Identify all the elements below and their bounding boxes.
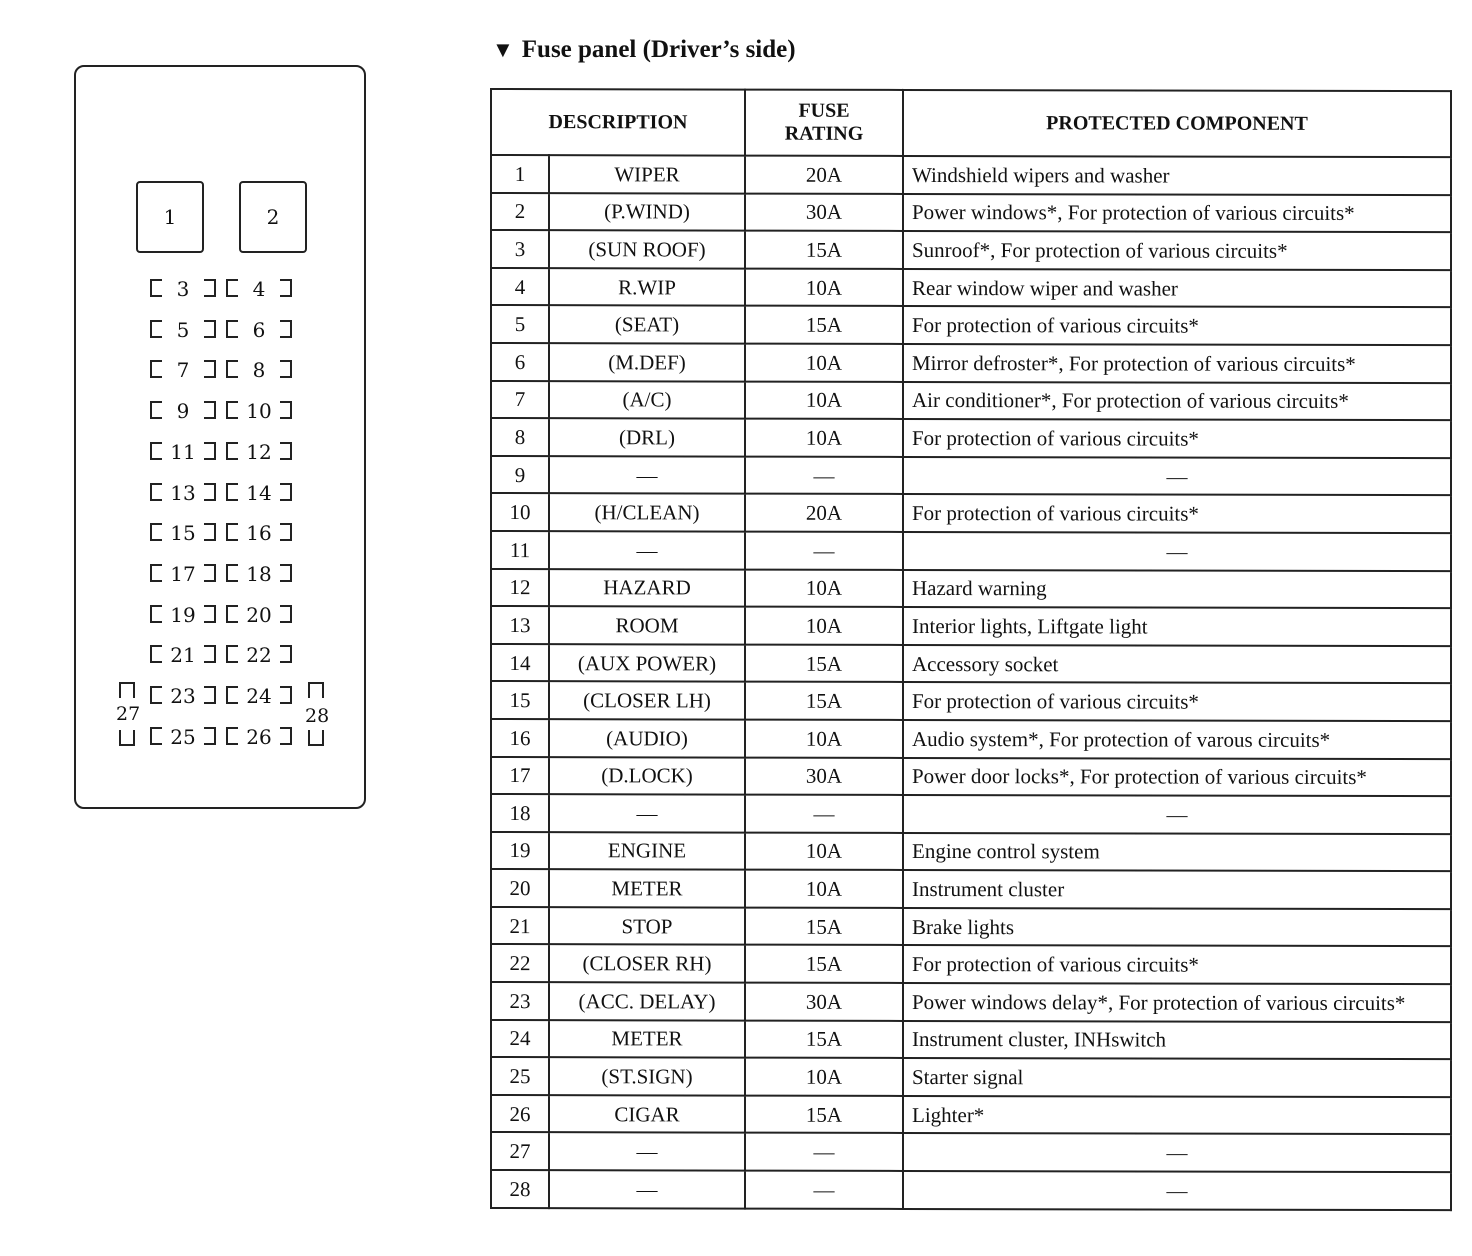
table-row xyxy=(491,757,1451,797)
fuse-description-cell: METER xyxy=(549,1020,745,1058)
fuse-description-cell: CIGAR xyxy=(549,1095,745,1133)
fuse-number-cell: 25 xyxy=(491,1057,549,1095)
fuse-number-cell: 19 xyxy=(491,832,549,870)
fuse-description-cell: (D.LOCK) xyxy=(549,757,745,795)
table-row xyxy=(491,268,1451,308)
fuse-rating-cell: 15A xyxy=(745,231,903,269)
fuse-slot-12: 12 xyxy=(224,441,294,463)
fuse-slot-9: 9 xyxy=(148,400,218,422)
fuse-slot-20: 20 xyxy=(224,604,294,626)
triangle-down-icon: ▼ xyxy=(492,37,514,62)
fuse-slot-15: 15 xyxy=(148,522,218,544)
fuse-description-cell: WIPER xyxy=(549,155,745,193)
fuse-slot-17: 17 xyxy=(148,563,218,585)
fuse-number-cell: 8 xyxy=(491,418,549,456)
fuse-slot-4: 4 xyxy=(224,278,294,300)
fuse-rating-cell: — xyxy=(745,532,903,570)
fuse-slot-11: 11 xyxy=(148,441,218,463)
fuse-slot-16: 16 xyxy=(224,522,294,544)
fuse-number-cell: 7 xyxy=(491,381,549,419)
protected-component-cell: Power door locks*, For protection of various circuits* xyxy=(903,757,1451,796)
fuse-slot-14: 14 xyxy=(224,482,294,504)
protected-component-cell: — xyxy=(903,1171,1451,1210)
protected-component-cell: Mirror defroster*, For protection of various circuits* xyxy=(903,344,1451,383)
fuse-number-cell: 18 xyxy=(491,794,549,832)
table-row xyxy=(491,193,1451,233)
fuse-rating-cell: 10A xyxy=(745,870,903,908)
table-row xyxy=(491,907,1451,947)
fuse-description-cell: (SEAT) xyxy=(549,306,745,344)
table-row xyxy=(491,569,1451,609)
fuse-slot-10: 10 xyxy=(224,400,294,422)
fuse-rating-cell: — xyxy=(745,456,903,494)
protected-component-cell: Accessory socket xyxy=(903,645,1451,684)
fuse-slot-19: 19 xyxy=(148,604,218,626)
header-fuse-rating-line2: RATING xyxy=(784,122,864,145)
protected-component-cell: Windshield wipers and washer xyxy=(903,156,1451,195)
fuse-rating-cell: 15A xyxy=(745,1020,903,1058)
table-row xyxy=(491,1057,1451,1097)
fuse-table-body xyxy=(491,155,1451,1210)
header-protected-component: PROTECTED COMPONENT xyxy=(903,90,1451,157)
fuse-rating-cell: 15A xyxy=(745,945,903,983)
fuse-27-top-icon xyxy=(119,682,135,698)
fuse-number-cell: 15 xyxy=(491,681,549,719)
fuse-number-cell: 6 xyxy=(491,343,549,381)
fuse-description-cell: — xyxy=(549,794,745,832)
fuse-number-cell: 28 xyxy=(491,1170,549,1208)
fuse-rating-cell: 10A xyxy=(745,344,903,382)
fuse-number-cell: 23 xyxy=(491,982,549,1020)
fuse-slot-1: 1 xyxy=(136,181,204,253)
fuse-description-cell: — xyxy=(549,456,745,494)
fuse-number-cell: 17 xyxy=(491,757,549,795)
table-row xyxy=(491,1095,1451,1135)
fuse-rating-cell: 15A xyxy=(745,644,903,682)
fuse-slot-25: 25 xyxy=(148,726,218,748)
fuse-number-cell: 4 xyxy=(491,268,549,306)
fuse-description-cell: (H/CLEAN) xyxy=(549,493,745,531)
fuse-description-cell: (A/C) xyxy=(549,381,745,419)
table-row xyxy=(491,982,1451,1022)
fuse-description-cell: ROOM xyxy=(549,606,745,644)
fuse-number-cell: 1 xyxy=(491,155,549,193)
table-row xyxy=(491,531,1451,571)
fuse-table xyxy=(490,88,1452,1211)
fuse-rating-cell: 10A xyxy=(745,719,903,757)
fuse-number-cell: 13 xyxy=(491,606,549,644)
fuse-rating-cell: 15A xyxy=(745,306,903,344)
title-text: Fuse panel (Driver’s side) xyxy=(521,36,796,63)
fuse-description-cell: ENGINE xyxy=(549,832,745,870)
protected-component-cell: For protection of various circuits* xyxy=(903,682,1451,721)
fuse-description-cell: — xyxy=(549,1133,745,1171)
table-row xyxy=(491,305,1451,345)
fuse-slot-8: 8 xyxy=(224,359,294,381)
fuse-number-cell: 12 xyxy=(491,569,549,607)
fuse-rating-cell: 20A xyxy=(745,494,903,532)
fuse-description-cell: (SUN ROOF) xyxy=(549,230,745,268)
fuse-rating-cell: — xyxy=(745,795,903,833)
table-row xyxy=(491,456,1451,496)
fuse-number-cell: 26 xyxy=(491,1095,549,1133)
fuse-slot-6: 6 xyxy=(224,319,294,341)
fuse-27-bottom-icon xyxy=(119,730,135,746)
protected-component-cell: Brake lights xyxy=(903,908,1451,947)
protected-component-cell: Hazard warning xyxy=(903,569,1451,608)
fuse-rating-cell: 30A xyxy=(745,757,903,795)
fuse-description-cell: (ACC. DELAY) xyxy=(549,982,745,1020)
fuse-28-bottom-icon xyxy=(308,730,324,746)
fuse-description-cell: (M.DEF) xyxy=(549,343,745,381)
protected-component-cell: For protection of various circuits* xyxy=(903,419,1451,458)
fuse-rating-cell: — xyxy=(745,1171,903,1209)
fuse-description-cell: METER xyxy=(549,869,745,907)
fuse-slot-22: 22 xyxy=(224,644,294,666)
fuse-rating-cell: — xyxy=(745,1133,903,1171)
table-row xyxy=(491,1170,1451,1210)
fuse-description-cell: STOP xyxy=(549,907,745,945)
protected-component-cell: Power windows delay*, For protection of various circuits* xyxy=(903,983,1451,1022)
table-row xyxy=(491,794,1451,834)
table-row xyxy=(491,343,1451,383)
table-row xyxy=(491,681,1451,721)
protected-component-cell: Rear window wiper and washer xyxy=(903,269,1451,308)
protected-component-cell: Interior lights, Liftgate light xyxy=(903,607,1451,646)
fuse-slot-3: 3 xyxy=(148,278,218,300)
fuse-slot-13: 13 xyxy=(148,482,218,504)
fuse-slot-18: 18 xyxy=(224,563,294,585)
fuse-number-cell: 21 xyxy=(491,907,549,945)
fuse-slot-27-label: 27 xyxy=(116,703,141,725)
fuse-rating-cell: 10A xyxy=(745,832,903,870)
table-row xyxy=(491,1020,1451,1060)
fuse-number-cell: 10 xyxy=(491,493,549,531)
protected-component-cell: For protection of various circuits* xyxy=(903,494,1451,533)
fuse-slot-24: 24 xyxy=(224,685,294,707)
table-row xyxy=(491,719,1451,759)
protected-component-cell: For protection of various circuits* xyxy=(903,306,1451,345)
fuse-number-cell: 3 xyxy=(491,230,549,268)
fuse-number-cell: 20 xyxy=(491,869,549,907)
header-description: DESCRIPTION xyxy=(491,89,745,156)
fuse-description-cell: R.WIP xyxy=(549,268,745,306)
fuse-rating-cell: 15A xyxy=(745,1095,903,1133)
protected-component-cell: — xyxy=(903,795,1451,834)
fuse-rating-cell: 20A xyxy=(745,156,903,194)
fuse-rating-cell: 15A xyxy=(745,907,903,945)
fuse-number-cell: 16 xyxy=(491,719,549,757)
table-row xyxy=(491,644,1451,684)
protected-component-cell: Air conditioner*, For protection of various circuits* xyxy=(903,381,1451,420)
table-row xyxy=(491,230,1451,270)
table-row xyxy=(491,1132,1451,1172)
fuse-rating-cell: 10A xyxy=(745,607,903,645)
fuse-description-cell: (DRL) xyxy=(549,418,745,456)
protected-component-cell: Instrument cluster xyxy=(903,870,1451,909)
fuse-description-cell: (CLOSER LH) xyxy=(549,681,745,719)
table-row xyxy=(491,381,1451,421)
fuse-description-cell: — xyxy=(549,531,745,569)
protected-component-cell: Lighter* xyxy=(903,1096,1451,1135)
fuse-number-cell: 27 xyxy=(491,1132,549,1170)
fuse-number-cell: 11 xyxy=(491,531,549,569)
fuse-number-cell: 22 xyxy=(491,944,549,982)
protected-component-cell: — xyxy=(903,1133,1451,1172)
fuse-number-cell: 2 xyxy=(491,193,549,231)
fuse-description-cell: (AUDIO) xyxy=(549,719,745,757)
table-row xyxy=(491,155,1451,195)
fuse-rating-cell: 10A xyxy=(745,419,903,457)
fuse-slot-26: 26 xyxy=(224,726,294,748)
table-row xyxy=(491,944,1451,984)
fuse-rating-cell: 30A xyxy=(745,983,903,1021)
fuse-number-cell: 5 xyxy=(491,305,549,343)
header-fuse-rating xyxy=(745,90,903,156)
fuse-rating-cell: 30A xyxy=(745,193,903,231)
protected-component-cell: Audio system*, For protection of varous circuits* xyxy=(903,720,1451,759)
fuse-slot-23: 23 xyxy=(148,685,218,707)
fuse-description-cell: HAZARD xyxy=(549,569,745,607)
header-fuse-rating-line1: FUSE xyxy=(798,99,850,122)
table-header-row xyxy=(491,89,1451,157)
protected-component-cell: Sunroof*, For protection of various circuits* xyxy=(903,231,1451,270)
table-row xyxy=(491,493,1451,533)
table-row xyxy=(491,869,1451,909)
fuse-rating-cell: 10A xyxy=(745,268,903,306)
fuse-panel-diagram xyxy=(74,65,366,809)
protected-component-cell: For protection of various circuits* xyxy=(903,945,1451,984)
table-row xyxy=(491,418,1451,458)
fuse-rating-cell: 15A xyxy=(745,682,903,720)
fuse-description-cell: (P.WIND) xyxy=(549,193,745,231)
protected-component-cell: Instrument cluster, INHswitch xyxy=(903,1021,1451,1060)
fuse-slot-21: 21 xyxy=(148,644,218,666)
fuse-description-cell: — xyxy=(549,1170,745,1208)
fuse-number-cell: 14 xyxy=(491,644,549,682)
fuse-rating-cell: 10A xyxy=(745,1058,903,1096)
fuse-rating-cell: 10A xyxy=(745,569,903,607)
protected-component-cell: Power windows*, For protection of various circuits* xyxy=(903,194,1451,233)
fuse-slot-7: 7 xyxy=(148,359,218,381)
table-row xyxy=(491,606,1451,646)
fuse-description-cell: (CLOSER RH) xyxy=(549,945,745,983)
fuse-28-top-icon xyxy=(308,682,324,698)
fuse-description-cell: (ST.SIGN) xyxy=(549,1057,745,1095)
table-row xyxy=(491,832,1451,872)
protected-component-cell: — xyxy=(903,457,1451,496)
page-title xyxy=(492,36,796,64)
fuse-slot-5: 5 xyxy=(148,319,218,341)
fuse-slot-2: 2 xyxy=(239,181,307,253)
fuse-number-cell: 9 xyxy=(491,456,549,494)
fuse-number-cell: 24 xyxy=(491,1020,549,1058)
protected-component-cell: Engine control system xyxy=(903,833,1451,872)
fuse-slot-28-label: 28 xyxy=(305,705,330,727)
protected-component-cell: — xyxy=(903,532,1451,571)
fuse-rating-cell: 10A xyxy=(745,381,903,419)
fuse-description-cell: (AUX POWER) xyxy=(549,644,745,682)
protected-component-cell: Starter signal xyxy=(903,1058,1451,1097)
